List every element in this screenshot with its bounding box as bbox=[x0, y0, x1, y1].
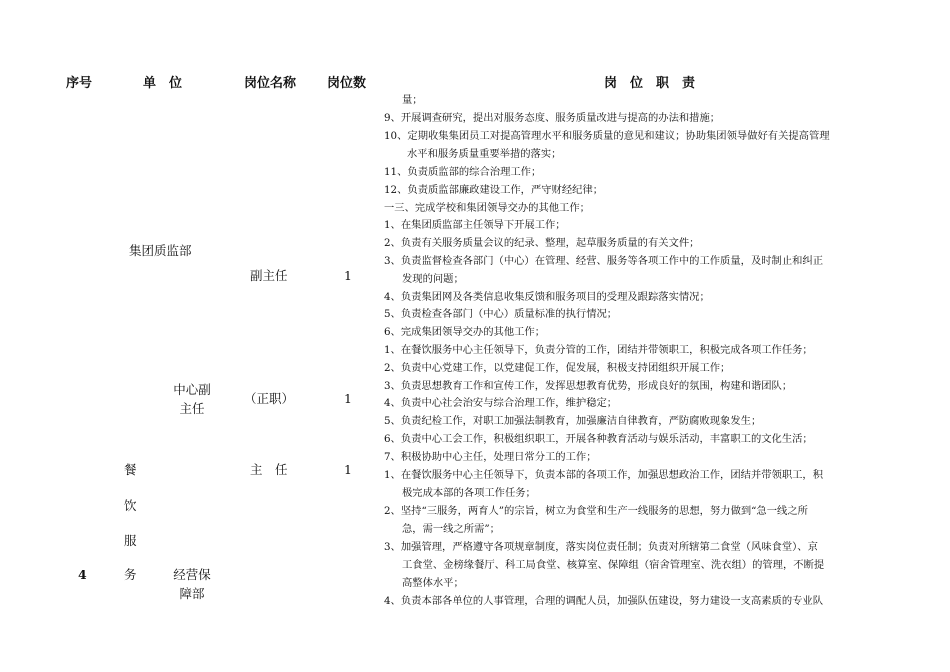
header-count: 岗位数 bbox=[327, 76, 367, 91]
duty-line: 一三、完成学校和集团领导交办的其他工作； bbox=[384, 202, 590, 214]
header-unit: 单 位 bbox=[143, 76, 183, 91]
duty-line: 1、在集团质监部主任领导下开展工作； bbox=[384, 219, 566, 231]
count-2: 1 bbox=[344, 391, 352, 406]
row-index: 4 bbox=[78, 567, 87, 582]
position-director: 主 任 bbox=[250, 462, 288, 477]
duty-line: 4、负责本部各单位的人事管理，合理的调配人员，加强队伍建设，努力建设一支高素质的专业队 bbox=[384, 595, 824, 607]
duty-line: 2、负责有关服务质量会议的纪录、整理，起草服务质量的有关文件； bbox=[384, 237, 700, 249]
duty-line: 5、负责纪检工作，对职工加强法制教育，加强廉洁自律教育，严防腐败现象发生； bbox=[384, 415, 762, 427]
unit-operations-support: 经营保 障部 bbox=[173, 567, 211, 601]
position-deputy: 副主任 bbox=[250, 268, 288, 283]
duty-line: 量； bbox=[402, 94, 423, 106]
duty-line: 水平和服务质量重要举措的落实； bbox=[407, 148, 562, 160]
duty-line: 1、在餐饮服务中心主任领导下，负责本部的各项工作，加强思想政治工作，团结并带领职工，积 bbox=[384, 469, 824, 481]
duty-line: 3、负责监督检查各部门（中心）在管理、经营、服务等各项工作中的工作质量，及时制止和纠正 bbox=[384, 255, 824, 267]
duty-line: 10、定期收集集团员工对提高管理水平和服务质量的意见和建议；协助集团领导做好有关提高管理 bbox=[384, 130, 830, 142]
unit-vertical-char: 餐 bbox=[124, 462, 137, 477]
duty-line: 2、负责中心党建工作，以党建促工作，促发展，积极支持团组织开展工作； bbox=[384, 362, 731, 374]
duty-line: 3、加强管理，严格遵守各项规章制度，落实岗位责任制；负责对所辖第二食堂（风味食堂）、京 bbox=[384, 541, 818, 553]
duty-line: 1、在餐饮服务中心主任领导下，负责分管的工作，团结并带领职工，积极完成各项工作任务； bbox=[384, 344, 813, 356]
header-duties: 岗 位 职 责 bbox=[604, 76, 696, 91]
duty-line: 6、负责中心工会工作，积极组织职工，开展各种教育活动与娱乐活动，丰富职工的文化生活； bbox=[384, 433, 813, 445]
count-3: 1 bbox=[344, 462, 352, 477]
header-index: 序号 bbox=[66, 76, 93, 91]
duty-line: 高整体水平； bbox=[402, 577, 464, 589]
unit-vertical-char: 服 bbox=[124, 533, 137, 548]
duty-line: 工食堂、金榜缘餐厅、科工局食堂、核算室、保障组（宿舍管理室、洗衣组）的管理，不断提 bbox=[402, 559, 825, 571]
unit-center-deputy: 中心副 主任 bbox=[173, 382, 211, 416]
count-1: 1 bbox=[344, 268, 352, 283]
duty-line: 11、负责质监部的综合治理工作； bbox=[384, 166, 542, 178]
position-main-duty: （正职） bbox=[244, 391, 295, 406]
duty-line: 6、完成集团领导交办的其他工作； bbox=[384, 326, 546, 338]
unit-vertical-char: 饮 bbox=[124, 498, 137, 513]
duty-line: 极完成本部的各项工作任务； bbox=[402, 487, 536, 499]
duty-line: 7、积极协助中心主任，处理日常分工的工作； bbox=[384, 451, 597, 463]
duty-line: 12、负责质监部廉政建设工作，严守财经纪律； bbox=[384, 184, 604, 196]
unit-vertical-char: 务 bbox=[124, 567, 137, 582]
duty-line: 发现的问题； bbox=[402, 273, 464, 285]
duty-line: 急，需一线之所需”； bbox=[402, 523, 500, 535]
duty-line: 9、开展调查研究，提出对服务态度、服务质量改进与提高的办法和措施； bbox=[384, 112, 721, 124]
duty-line: 3、负责思想教育工作和宣传工作，发挥思想教育优势，形成良好的氛围，构建和谐团队； bbox=[384, 380, 793, 392]
unit-group: 集团质监部 bbox=[129, 243, 192, 258]
duty-line: 5、负责检查各部门（中心）质量标准的执行情况； bbox=[384, 308, 618, 320]
duty-line: 4、负责集团网及各类信息收集反馈和服务项目的受理及跟踪落实情况； bbox=[384, 291, 710, 303]
header-position: 岗位名称 bbox=[244, 76, 297, 91]
duty-line: 4、负责中心社会治安与综合治理工作，维护稳定； bbox=[384, 397, 618, 409]
duty-line: 2、坚持“三服务，两育人”的宗旨，树立为食堂和生产一线服务的思想，努力做到“急一线之所 bbox=[384, 505, 808, 517]
